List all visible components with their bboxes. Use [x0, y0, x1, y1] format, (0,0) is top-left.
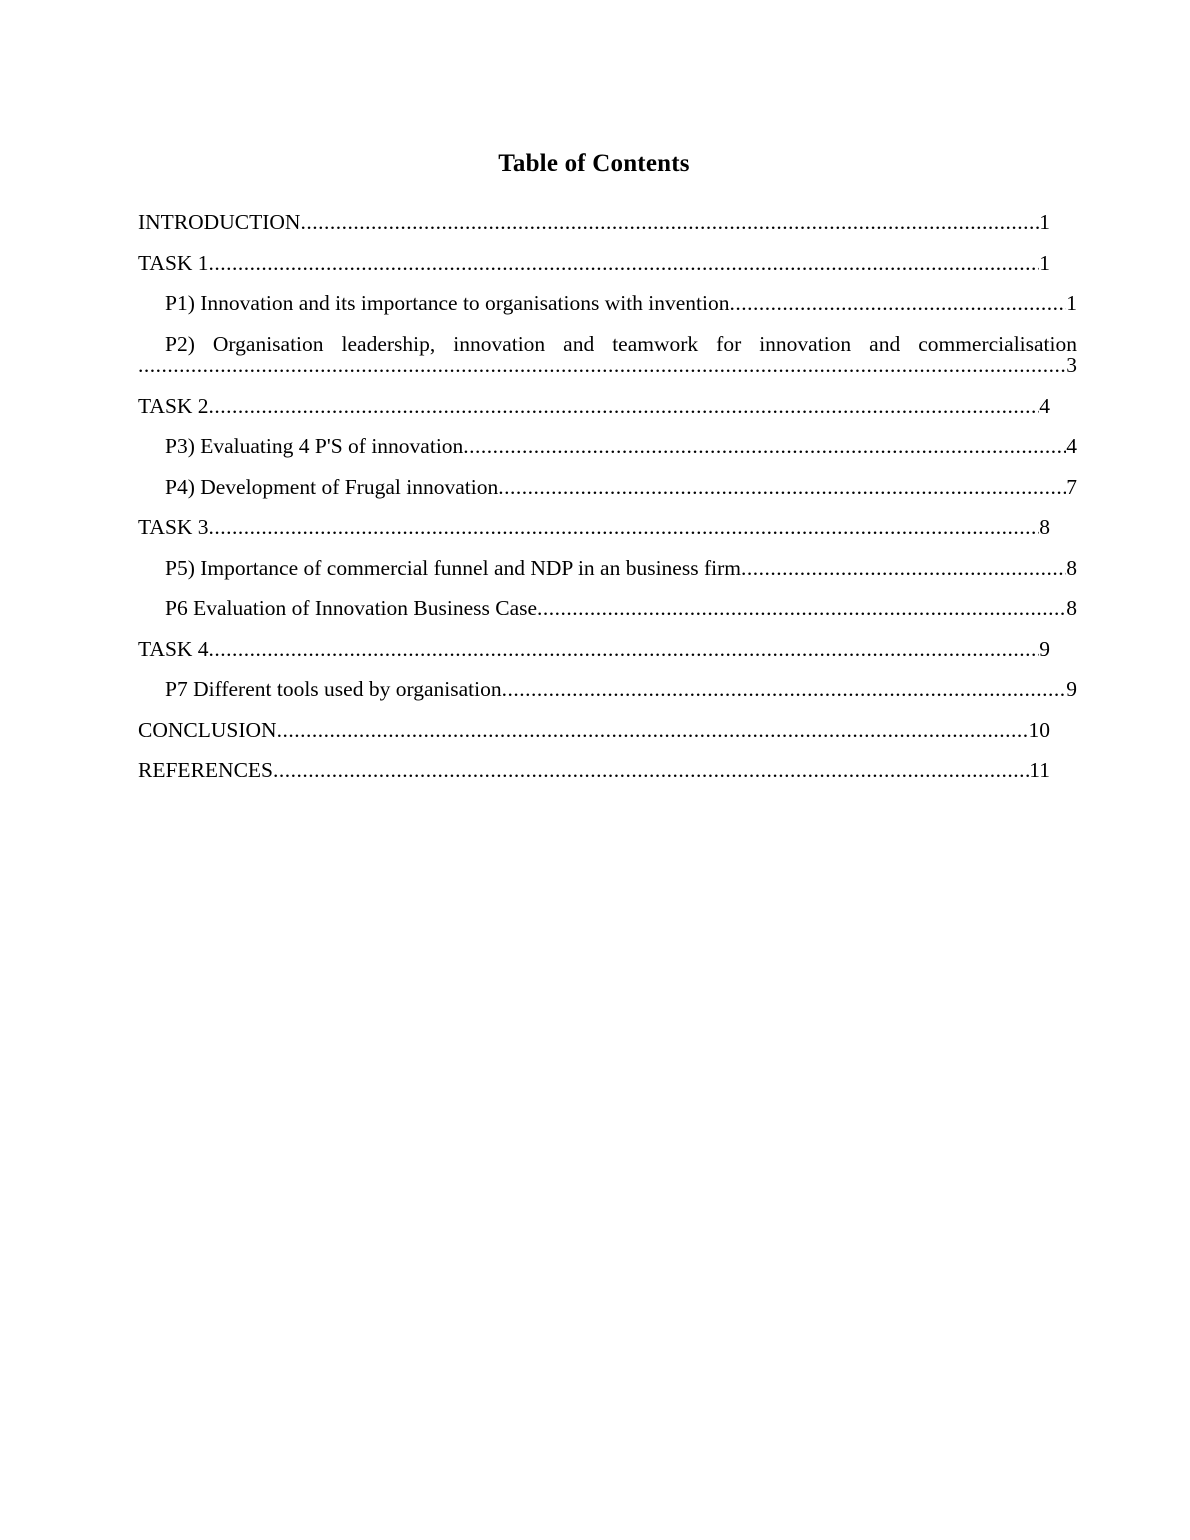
- toc-entry-label: P5) Importance of commercial funnel and NDP in an business firm: [165, 555, 741, 580]
- toc-entry-p7[interactable]: [138, 679, 1077, 701]
- toc-entry-task-1[interactable]: [138, 250, 1050, 275]
- toc-entry-label: TASK 3: [138, 515, 209, 539]
- toc-entry-label: TASK 4: [138, 636, 209, 661]
- toc-leader-dots: [209, 253, 1040, 275]
- toc-entry-p6[interactable]: [138, 598, 1077, 620]
- toc-entry-p2[interactable]: [138, 331, 1077, 377]
- toc-leader-dots: [300, 212, 1039, 234]
- toc-entry-p5[interactable]: [138, 555, 1077, 580]
- page-title: Table of Contents: [498, 150, 690, 177]
- toc-entry-page: 8: [1039, 515, 1050, 539]
- toc-entry-task-2[interactable]: [138, 393, 1050, 418]
- toc-entry-page: 11: [1029, 758, 1050, 782]
- toc-leader-dots: [209, 396, 1040, 418]
- toc-leader-dots: [463, 436, 1066, 458]
- toc-entry-conclusion[interactable]: [138, 717, 1050, 742]
- toc-entry-page: 9: [1039, 636, 1050, 661]
- toc-entry-page: 1: [1039, 250, 1050, 275]
- toc-entry-label: P7 Different tools used by organisation: [165, 677, 502, 701]
- toc-leader-dots: [741, 558, 1066, 580]
- toc-entry-label: CONCLUSION: [138, 717, 277, 742]
- toc-entry-label: P4) Development of Frugal innovation: [165, 474, 499, 499]
- toc-entry-page: 1: [1066, 291, 1077, 315]
- toc-entry-introduction[interactable]: [138, 212, 1050, 234]
- toc-leader-dots: [730, 293, 1067, 315]
- toc-entry-label: P6 Evaluation of Innovation Business Case: [165, 596, 538, 620]
- toc-leader-dots: [209, 517, 1040, 539]
- toc-entry-label: P1) Innovation and its importance to organisations with invention: [165, 291, 730, 315]
- toc-entry-page: 9: [1066, 677, 1077, 701]
- toc-entry-p3[interactable]: [138, 436, 1077, 458]
- toc-entry-page: 10: [1028, 717, 1050, 742]
- toc-leader-dots: [209, 639, 1040, 661]
- toc-leader-dots: [537, 598, 1066, 620]
- toc-entry-page: 4: [1039, 393, 1050, 418]
- toc-entry-page: 7: [1066, 474, 1077, 499]
- page-content: [138, 150, 1077, 801]
- table-of-contents: [138, 210, 1077, 782]
- toc-entry-task-4[interactable]: [138, 636, 1050, 661]
- toc-entry-p1[interactable]: [138, 293, 1077, 315]
- toc-leader-dots: [277, 720, 1029, 742]
- toc-entry-references[interactable]: [138, 760, 1050, 782]
- toc-leader-dots: [498, 477, 1066, 499]
- toc-entry-page: 4: [1066, 434, 1077, 458]
- toc-leader-dots: [502, 679, 1067, 701]
- toc-entry-p4[interactable]: [138, 474, 1077, 499]
- toc-entry-page: 8: [1066, 596, 1077, 620]
- toc-entry-label: TASK 2: [138, 393, 209, 418]
- toc-leader-dots: [273, 760, 1029, 782]
- toc-entry-page: 1: [1039, 210, 1050, 234]
- toc-leader-dots: [138, 355, 1066, 377]
- toc-entry-label: P2) Organisation leadership, innovation and teamwork for innovation and commercialisation: [165, 331, 1077, 356]
- toc-entry-page: 8: [1066, 555, 1077, 580]
- toc-entry-label: INTRODUCTION: [138, 210, 301, 234]
- toc-entry-label: P3) Evaluating 4 P'S of innovation: [165, 434, 464, 458]
- toc-entry-task-3[interactable]: [138, 517, 1050, 539]
- toc-entry-page: 3: [1066, 353, 1077, 377]
- toc-entry-label: REFERENCES: [138, 758, 273, 782]
- toc-entry-label: TASK 1: [138, 250, 209, 275]
